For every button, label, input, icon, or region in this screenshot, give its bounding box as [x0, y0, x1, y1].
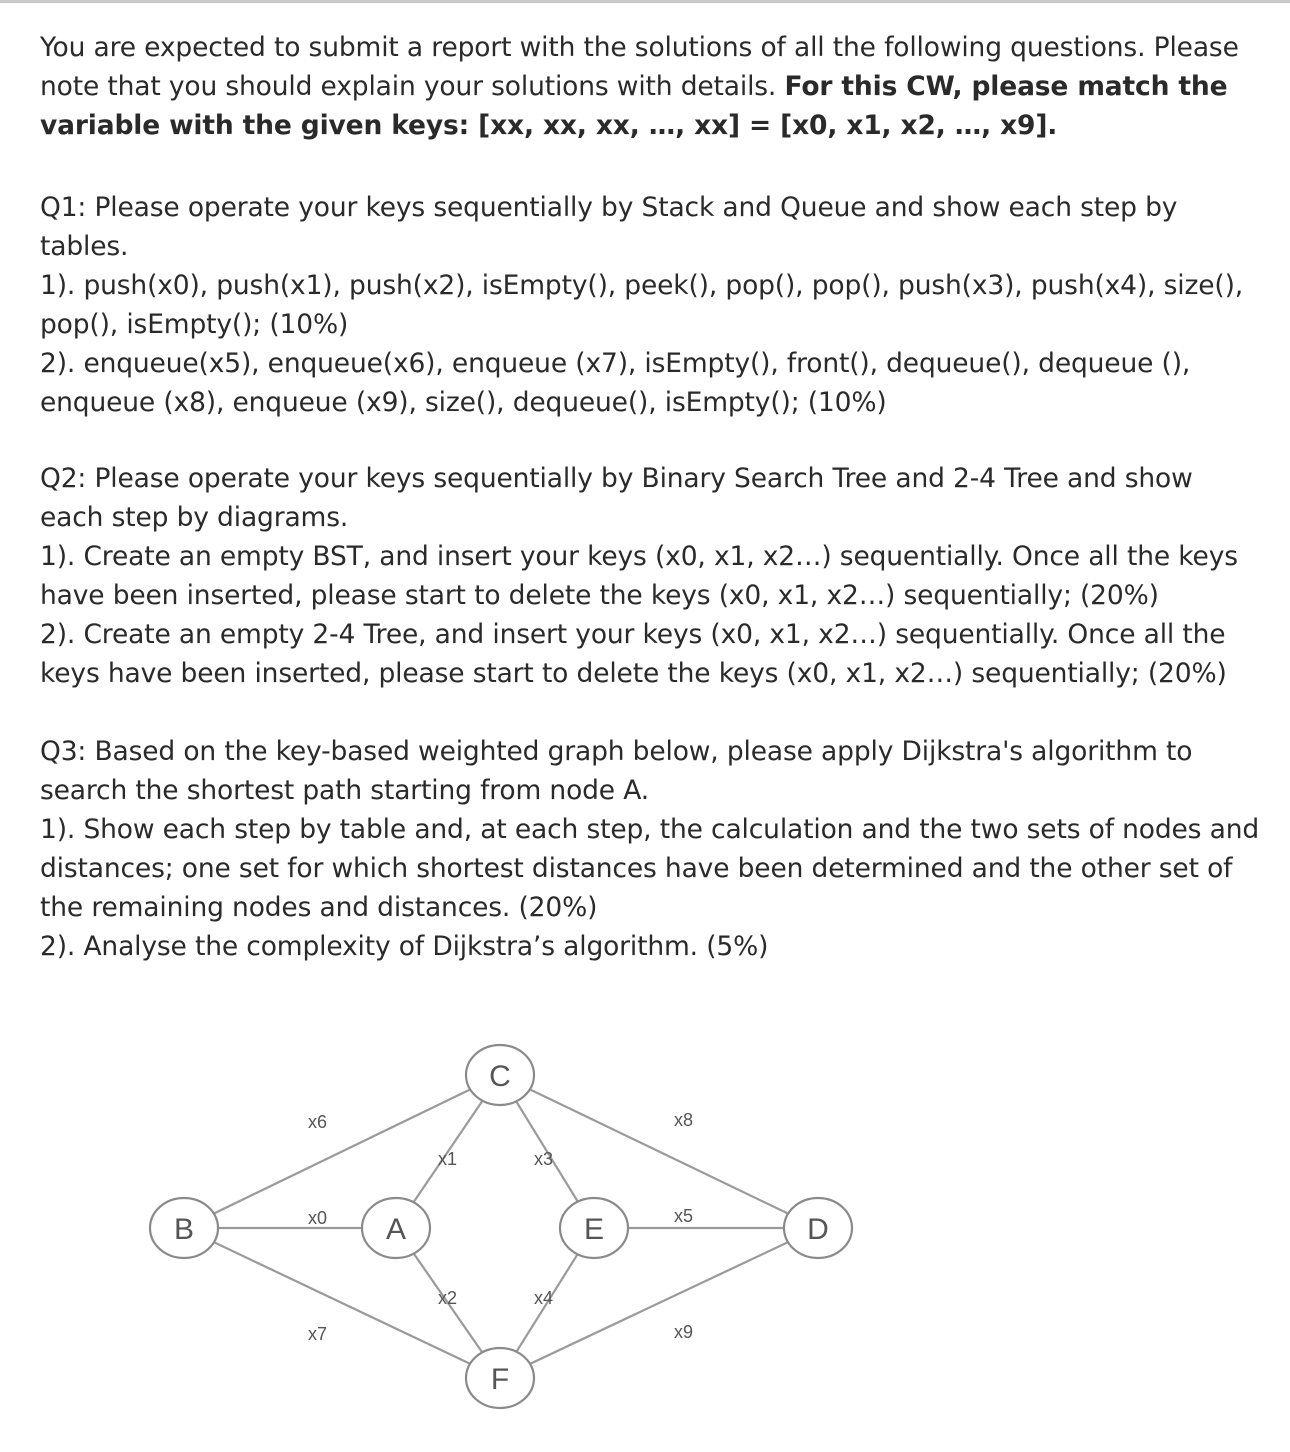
node-a — [362, 1198, 430, 1258]
intro-paragraph — [40, 28, 1270, 145]
q2-item-1-line-2: have been inserted, please start to delete the keys (x0, x1, x2…) sequentially; (20%) — [40, 580, 1159, 611]
intro-line-1: You are expected to submit a report with the solutions of all the following questions. Please — [40, 32, 1239, 63]
q2-item-2-line-2: keys have been inserted, please start to delete the keys (x0, x1, x2…) sequentially; (20%) — [40, 658, 1227, 689]
node-d-label: D — [807, 1213, 829, 1246]
edge-label-a-f: x2 — [438, 1288, 458, 1308]
edge-label-e-d: x5 — [674, 1206, 694, 1226]
node-d — [784, 1198, 852, 1258]
spacer — [40, 145, 1270, 184]
intro-line-3-bold: variable with the given keys: [xx, xx, xx, …, xx] = [x0, x1, x2, …, x9]. — [40, 110, 1058, 141]
node-f — [466, 1348, 534, 1408]
graph-svg — [140, 1030, 870, 1420]
node-e — [560, 1198, 628, 1258]
edge-label-f-d: x9 — [674, 1322, 694, 1342]
q1-title-line-1: Q1: Please operate your keys sequentially by Stack and Queue and show each step by — [40, 192, 1178, 223]
node-b-label: B — [173, 1213, 195, 1246]
q3-item-2: 2). Analyse the complexity of Dijkstra’s algorithm. (5%) — [40, 931, 769, 962]
q3-item-1-line-2: distances; one set for which shortest distances have been determined and the other set of — [40, 853, 1233, 884]
node-e-label: E — [583, 1213, 605, 1246]
node-b — [150, 1198, 218, 1258]
node-f-label: F — [490, 1363, 510, 1396]
q3-item-1-line-3: the remaining nodes and distances. (20%) — [40, 892, 598, 923]
node-a-label: A — [385, 1213, 407, 1246]
q1-item-1-line-1: 1). push(x0), push(x1), push(x2), isEmpty(), peek(), pop(), pop(), push(x3), push(x4), size(), — [40, 270, 1244, 301]
edge-label-b-f: x7 — [308, 1324, 328, 1344]
node-c — [466, 1045, 534, 1105]
q3-item-1-line-1: 1). Show each step by table and, at each step, the calculation and the two sets of nodes and — [40, 814, 1260, 845]
q1-section — [40, 188, 1270, 422]
edge-label-b-a: x0 — [308, 1208, 328, 1228]
q2-title-line-2: each step by diagrams. — [40, 502, 349, 533]
q2-item-1-line-1: 1). Create an empty BST, and insert your keys (x0, x1, x2…) sequentially. Once all the keys — [40, 541, 1238, 572]
spacer — [40, 422, 1270, 461]
spacer — [40, 693, 1270, 732]
weighted-graph-diagram — [140, 1030, 870, 1420]
intro-line-2 — [40, 67, 1270, 106]
top-border-rule — [0, 0, 1290, 3]
edge-label-a-c: x1 — [438, 1149, 458, 1169]
q1-item-2-line-1: 2). enqueue(x5), enqueue(x6), enqueue (x7), isEmpty(), front(), dequeue(), dequeue (), — [40, 348, 1191, 379]
q2-section — [40, 459, 1270, 693]
node-c-label: C — [489, 1060, 511, 1093]
edge-label-b-c: x6 — [308, 1112, 328, 1132]
q1-item-2-line-2: enqueue (x8), enqueue (x9), size(), dequeue(), isEmpty(); (10%) — [40, 387, 887, 418]
q1-title-line-2: tables. — [40, 231, 129, 262]
intro-line-2-bold: For this CW, please match the — [784, 71, 1228, 102]
q3-title-line-2: search the shortest path starting from node A. — [40, 775, 650, 806]
edge-label-f-e: x4 — [534, 1288, 554, 1308]
q3-section — [40, 732, 1270, 966]
q3-title-line-1: Q3: Based on the key-based weighted graph below, please apply Dijkstra's algorithm to — [40, 736, 1193, 767]
edge-label-c-e: x3 — [534, 1149, 554, 1169]
q2-item-2-line-1: 2). Create an empty 2-4 Tree, and insert your keys (x0, x1, x2…) sequentially. Once all the — [40, 619, 1226, 650]
document-body — [40, 28, 1270, 966]
q1-item-1-line-2: pop(), isEmpty(); (10%) — [40, 309, 349, 340]
edge-label-c-d: x8 — [674, 1110, 694, 1130]
q2-title-line-1: Q2: Please operate your keys sequentially by Binary Search Tree and 2-4 Tree and show — [40, 463, 1193, 494]
intro-line-2-regular: note that you should explain your solutions with details. — [40, 71, 785, 102]
